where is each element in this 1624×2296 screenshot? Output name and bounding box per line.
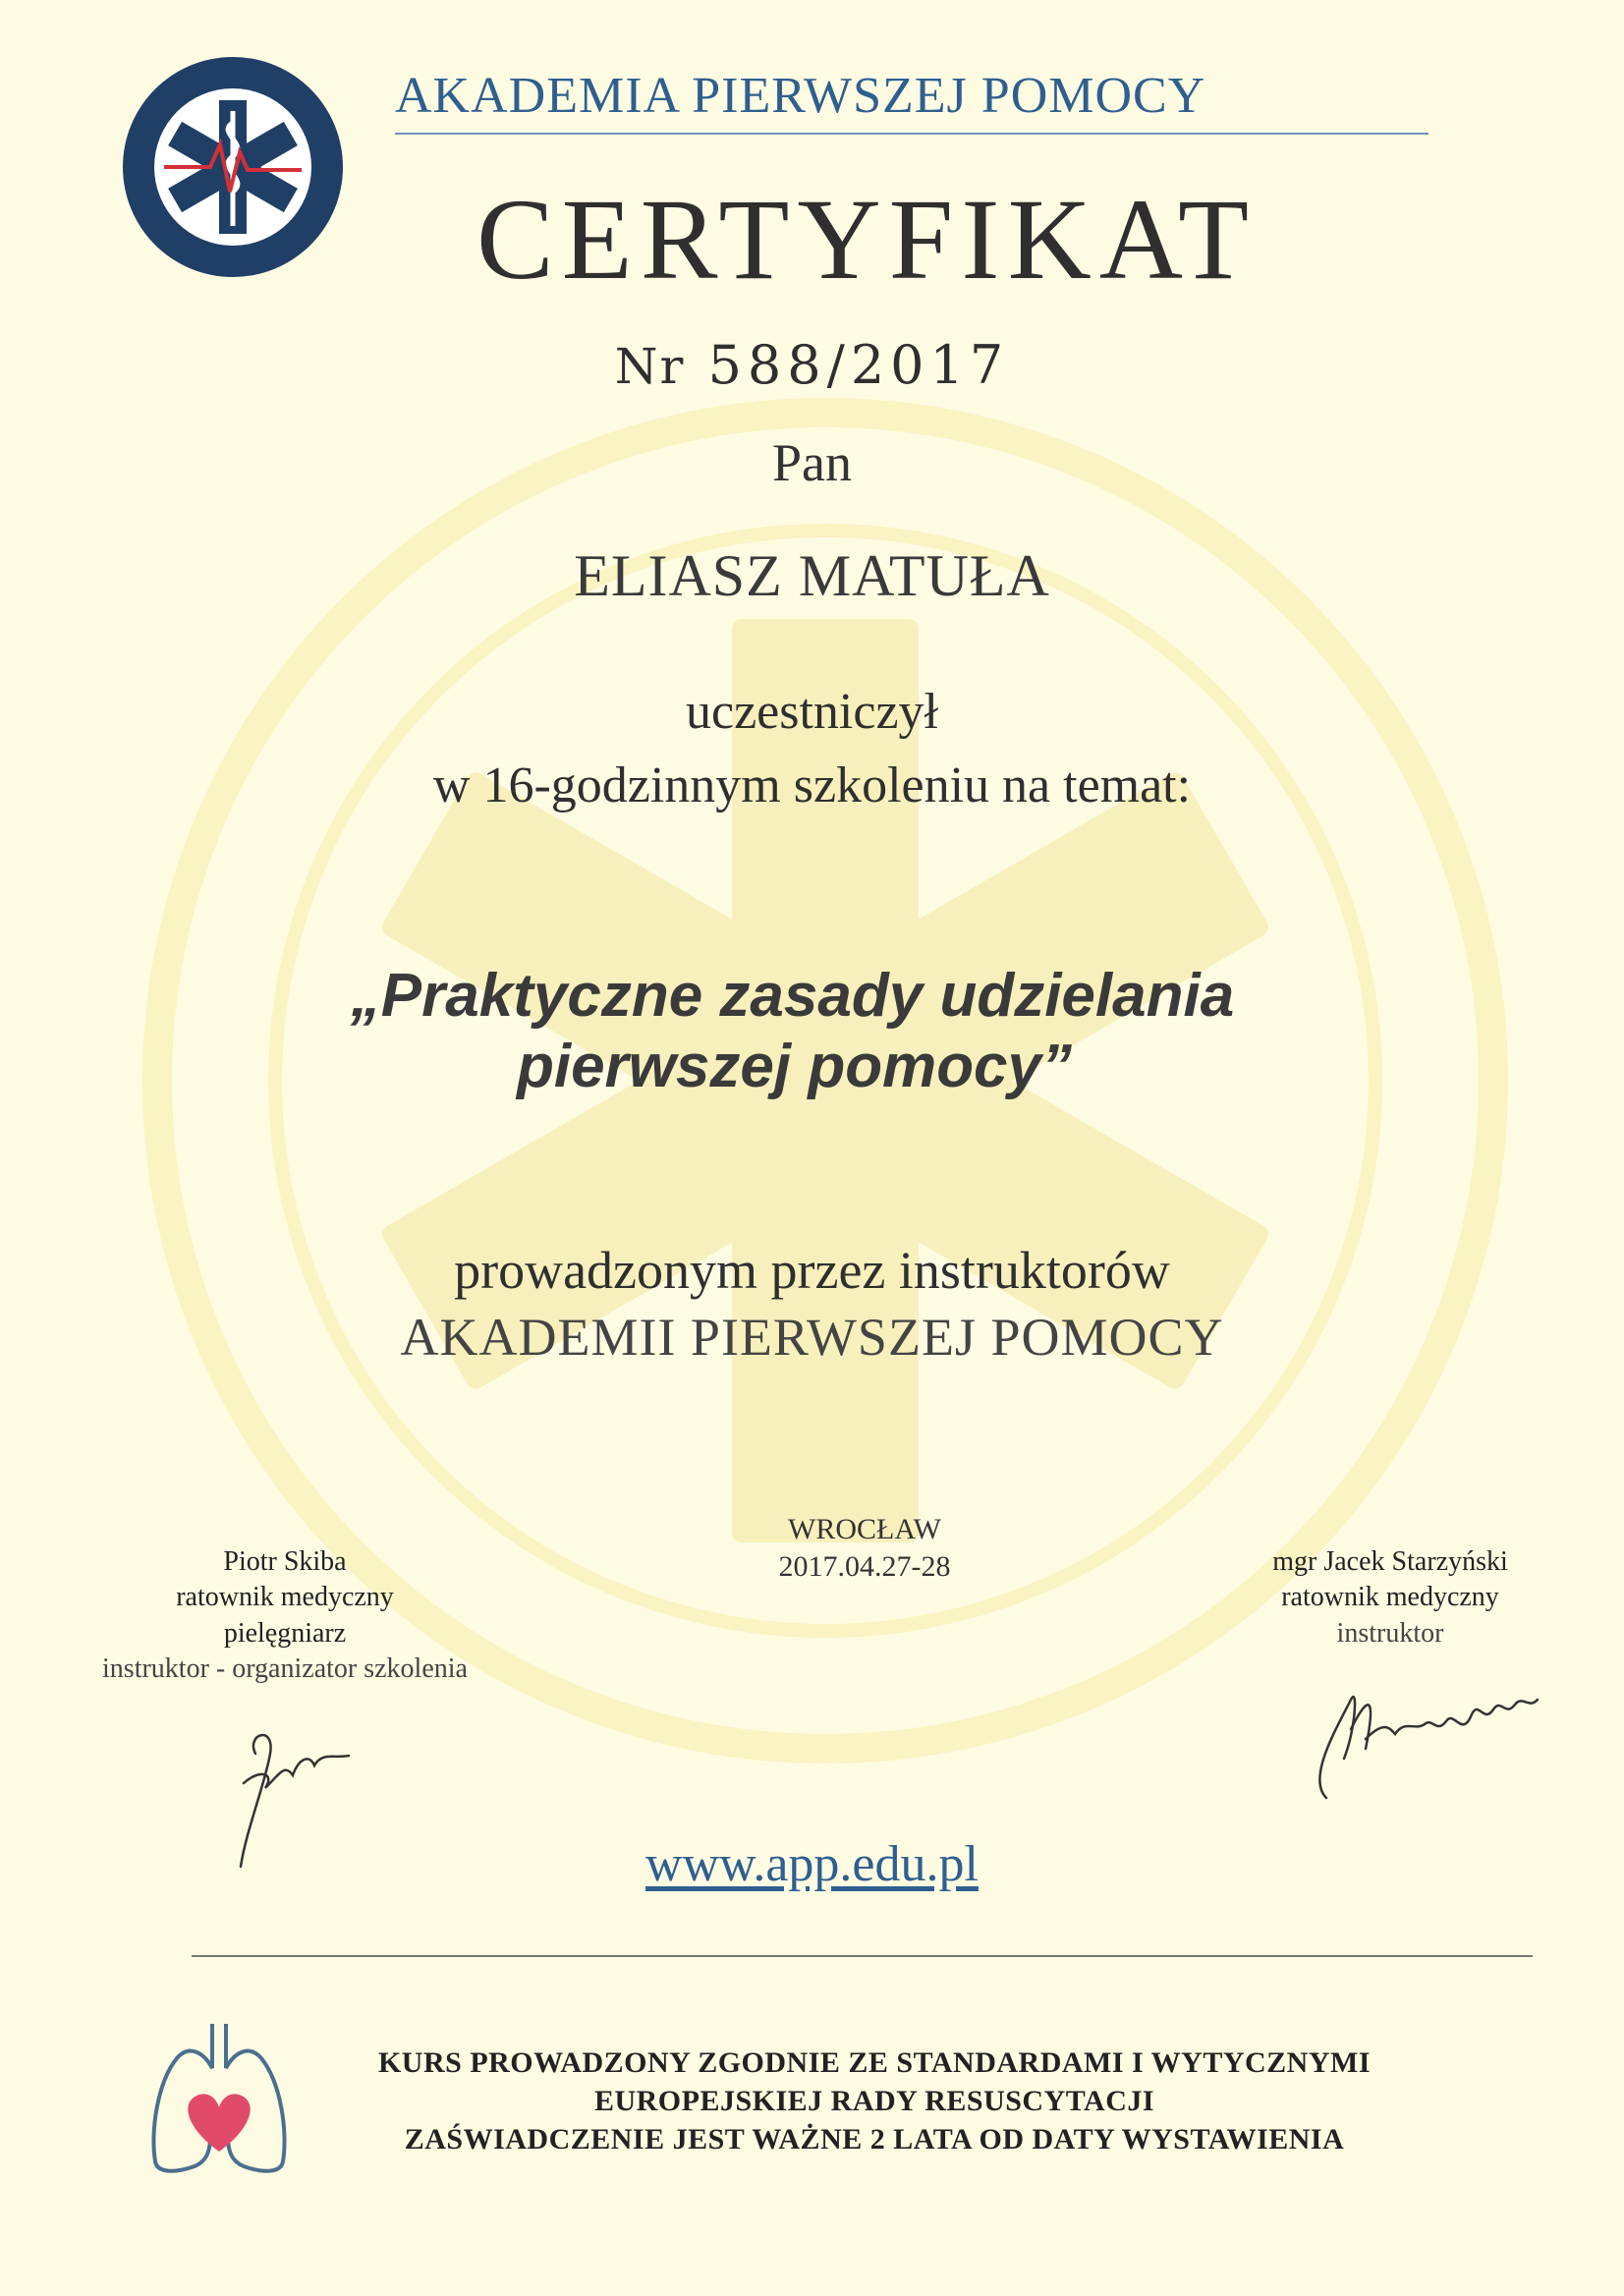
- signatory-left: [39, 1544, 531, 1688]
- academy-logo-icon: [120, 54, 346, 280]
- signatory-left-role-3: instruktor - organizator szkolenia: [102, 1653, 468, 1685]
- issue-date: 2017.04.27-28: [778, 1549, 951, 1583]
- salutation: Pan: [772, 433, 852, 492]
- footer-divider: [192, 1955, 1533, 1957]
- signatory-left-name: Piotr Skiba: [223, 1546, 347, 1577]
- signatory-left-role-1: ratownik medyczny: [176, 1582, 394, 1613]
- signatory-right-name: mgr Jacek Starzyński: [1272, 1546, 1508, 1577]
- conducted-by-text: prowadzonym przez instruktorów: [454, 1241, 1170, 1300]
- footer-line-3: ZAŚWIADCZENIE JEST WAŻNE 2 LATA OD DATY WYSTAWIENIA: [404, 2123, 1345, 2156]
- header-divider: [395, 133, 1428, 135]
- signatory-right-role-2: instruktor: [1336, 1617, 1444, 1649]
- signatory-right-role-1: ratownik medyczny: [1281, 1582, 1499, 1613]
- participation-text-2: w 16-godzinnym szkoleniu na temat:: [432, 757, 1192, 813]
- certificate-number: [0, 334, 1624, 396]
- lungs-heart-icon: [145, 2014, 293, 2181]
- footer-notice: [314, 2044, 1434, 2158]
- place-date-block: [688, 1511, 1041, 1585]
- number-prefix: Nr: [614, 338, 686, 395]
- signatory-right: [1208, 1544, 1572, 1652]
- organization-title: AKADEMIA PIERWSZEJ POMOCY: [395, 68, 1206, 124]
- website-link[interactable]: www.app.edu.pl: [645, 1836, 979, 1892]
- issue-city: WROCŁAW: [788, 1513, 941, 1545]
- conducted-by-organization: AKADEMII PIERWSZEJ POMOCY: [400, 1308, 1224, 1367]
- course-title-line-1: „Praktyczne zasady udzielania: [350, 962, 1235, 1030]
- number-value: 588/2017: [707, 334, 1010, 396]
- footer-line-2: EUROPEJSKIEJ RADY RESUSCYTACJI: [593, 2085, 1155, 2117]
- certificate-title: CERTYFIKAT: [476, 175, 1258, 304]
- signature-right-icon: [1297, 1670, 1552, 1808]
- course-title-line-2: pierwszej pomocy”: [516, 1033, 1073, 1100]
- participation-text-1: uczestniczył: [686, 684, 938, 740]
- signatory-left-role-2: pielęgniarz: [223, 1617, 347, 1649]
- recipient-name: ELIASZ MATUŁA: [574, 543, 1050, 608]
- footer-line-1: KURS PROWADZONY ZGODNIE ZE STANDARDAMI I WYTYCZNYMI: [377, 2046, 1372, 2079]
